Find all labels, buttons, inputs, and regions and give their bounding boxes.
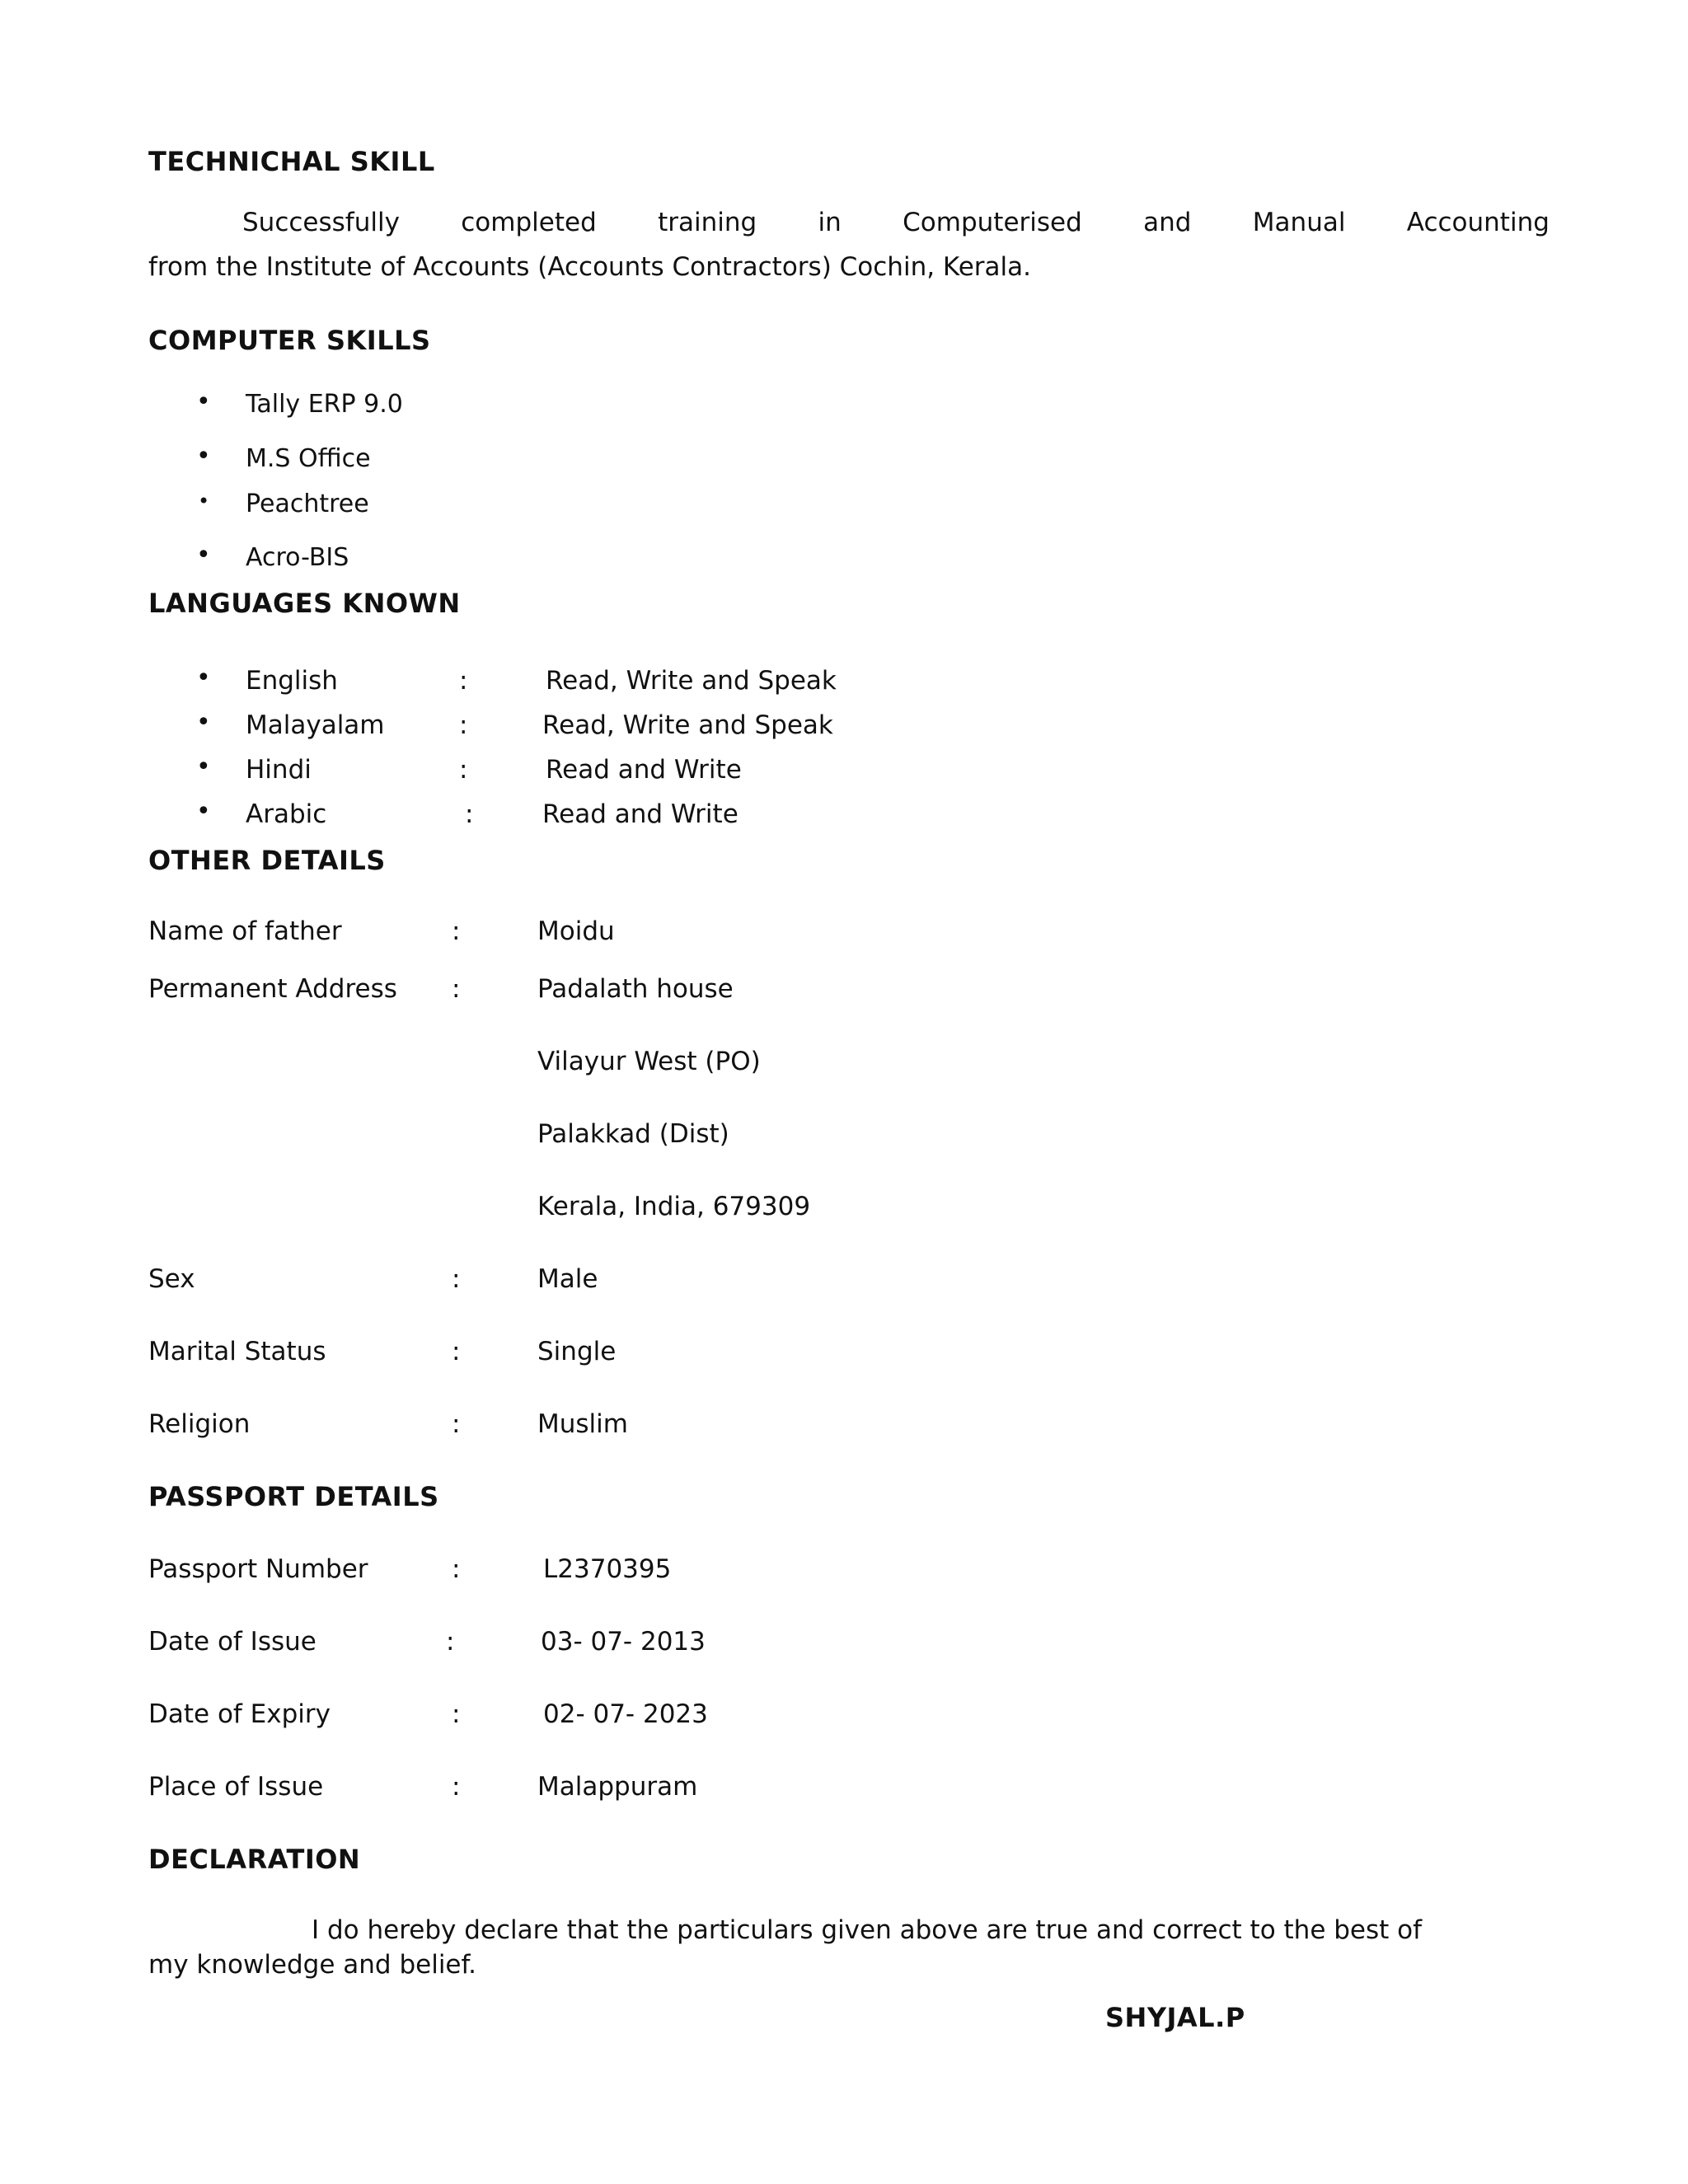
word: in	[818, 208, 842, 237]
marital-status-value: Single	[537, 1337, 617, 1366]
colon-separator: :	[465, 799, 474, 829]
word: Successfully	[242, 208, 400, 237]
computer-skill-item: Tally ERP 9.0	[246, 390, 403, 419]
languages-heading: LANGUAGES KNOWN	[148, 588, 461, 619]
father-value: Moidu	[537, 916, 615, 946]
passport-number-label: Passport Number	[148, 1554, 368, 1584]
place-of-issue-value: Malappuram	[537, 1772, 698, 1802]
sex-label: Sex	[148, 1264, 195, 1294]
colon-separator: :	[452, 916, 461, 946]
religion-value: Muslim	[537, 1409, 628, 1439]
language-ability: Read, Write and Speak	[542, 710, 833, 740]
colon-separator: :	[452, 1409, 461, 1439]
language-name: Hindi	[246, 755, 312, 785]
declaration-line-1: I do hereby declare that the particulars given above are true and correct to the best of	[312, 1915, 1423, 1945]
colon-separator: :	[452, 1554, 461, 1584]
marital-status-label: Marital Status	[148, 1337, 326, 1366]
place-of-issue-label: Place of Issue	[148, 1772, 324, 1802]
colon-separator: :	[459, 755, 468, 785]
bullet-icon: •	[196, 708, 211, 737]
language-ability: Read and Write	[546, 755, 742, 785]
word: completed	[461, 208, 597, 237]
technical-skill-line-1	[148, 210, 1550, 236]
colon-separator: :	[452, 1264, 461, 1294]
address-line: Kerala, India, 679309	[537, 1192, 811, 1221]
word: Accounting	[1406, 208, 1550, 237]
date-of-expiry-value: 02- 07- 2023	[543, 1699, 708, 1729]
religion-label: Religion	[148, 1409, 251, 1439]
bullet-icon: •	[196, 797, 211, 826]
colon-separator: :	[452, 1699, 461, 1729]
address-line: Padalath house	[537, 974, 734, 1004]
colon-separator: :	[452, 1337, 461, 1366]
language-name: Arabic	[246, 799, 327, 829]
word: Manual	[1252, 208, 1346, 237]
signature-name: SHYJAL.P	[1105, 2002, 1245, 2033]
word: training	[658, 208, 757, 237]
address-line: Palakkad (Dist)	[537, 1119, 729, 1149]
date-of-issue-label: Date of Issue	[148, 1627, 316, 1657]
word: Computerised	[903, 208, 1082, 237]
date-of-expiry-label: Date of Expiry	[148, 1699, 331, 1729]
colon-separator: :	[459, 666, 468, 696]
passport-number-value: L2370395	[543, 1554, 672, 1584]
colon-separator: :	[446, 1627, 455, 1657]
passport-heading: PASSPORT DETAILS	[148, 1481, 439, 1512]
declaration-line-2: my knowledge and belief.	[148, 1950, 477, 1980]
address-line: Vilayur West (PO)	[537, 1047, 761, 1076]
colon-separator: :	[459, 710, 468, 740]
bullet-icon: •	[196, 541, 211, 569]
computer-skill-item: Acro-BIS	[246, 543, 349, 572]
word: and	[1143, 208, 1192, 237]
computer-skill-item: Peachtree	[246, 490, 369, 518]
computer-skill-item: M.S Office	[246, 444, 371, 473]
technical-skill-heading: TECHNICHAL SKILL	[148, 146, 435, 177]
bullet-icon: •	[198, 490, 210, 513]
sex-value: Male	[537, 1264, 598, 1294]
colon-separator: :	[452, 974, 461, 1004]
declaration-heading: DECLARATION	[148, 1844, 361, 1875]
bullet-icon: •	[196, 663, 211, 692]
other-details-heading: OTHER DETAILS	[148, 845, 386, 876]
bullet-icon: •	[196, 752, 211, 781]
computer-skills-heading: COMPUTER SKILLS	[148, 325, 431, 356]
language-name: English	[246, 666, 338, 696]
colon-separator: :	[452, 1772, 461, 1802]
address-label: Permanent Address	[148, 974, 397, 1004]
bullet-icon: •	[196, 442, 211, 471]
language-ability: Read and Write	[542, 799, 738, 829]
language-ability: Read, Write and Speak	[546, 666, 837, 696]
bullet-icon: •	[196, 387, 211, 416]
father-label: Name of father	[148, 916, 342, 946]
date-of-issue-value: 03- 07- 2013	[541, 1627, 706, 1657]
language-name: Malayalam	[246, 710, 385, 740]
technical-skill-line-2: from the Institute of Accounts (Accounts Contractors) Cochin, Kerala.	[148, 252, 1031, 282]
